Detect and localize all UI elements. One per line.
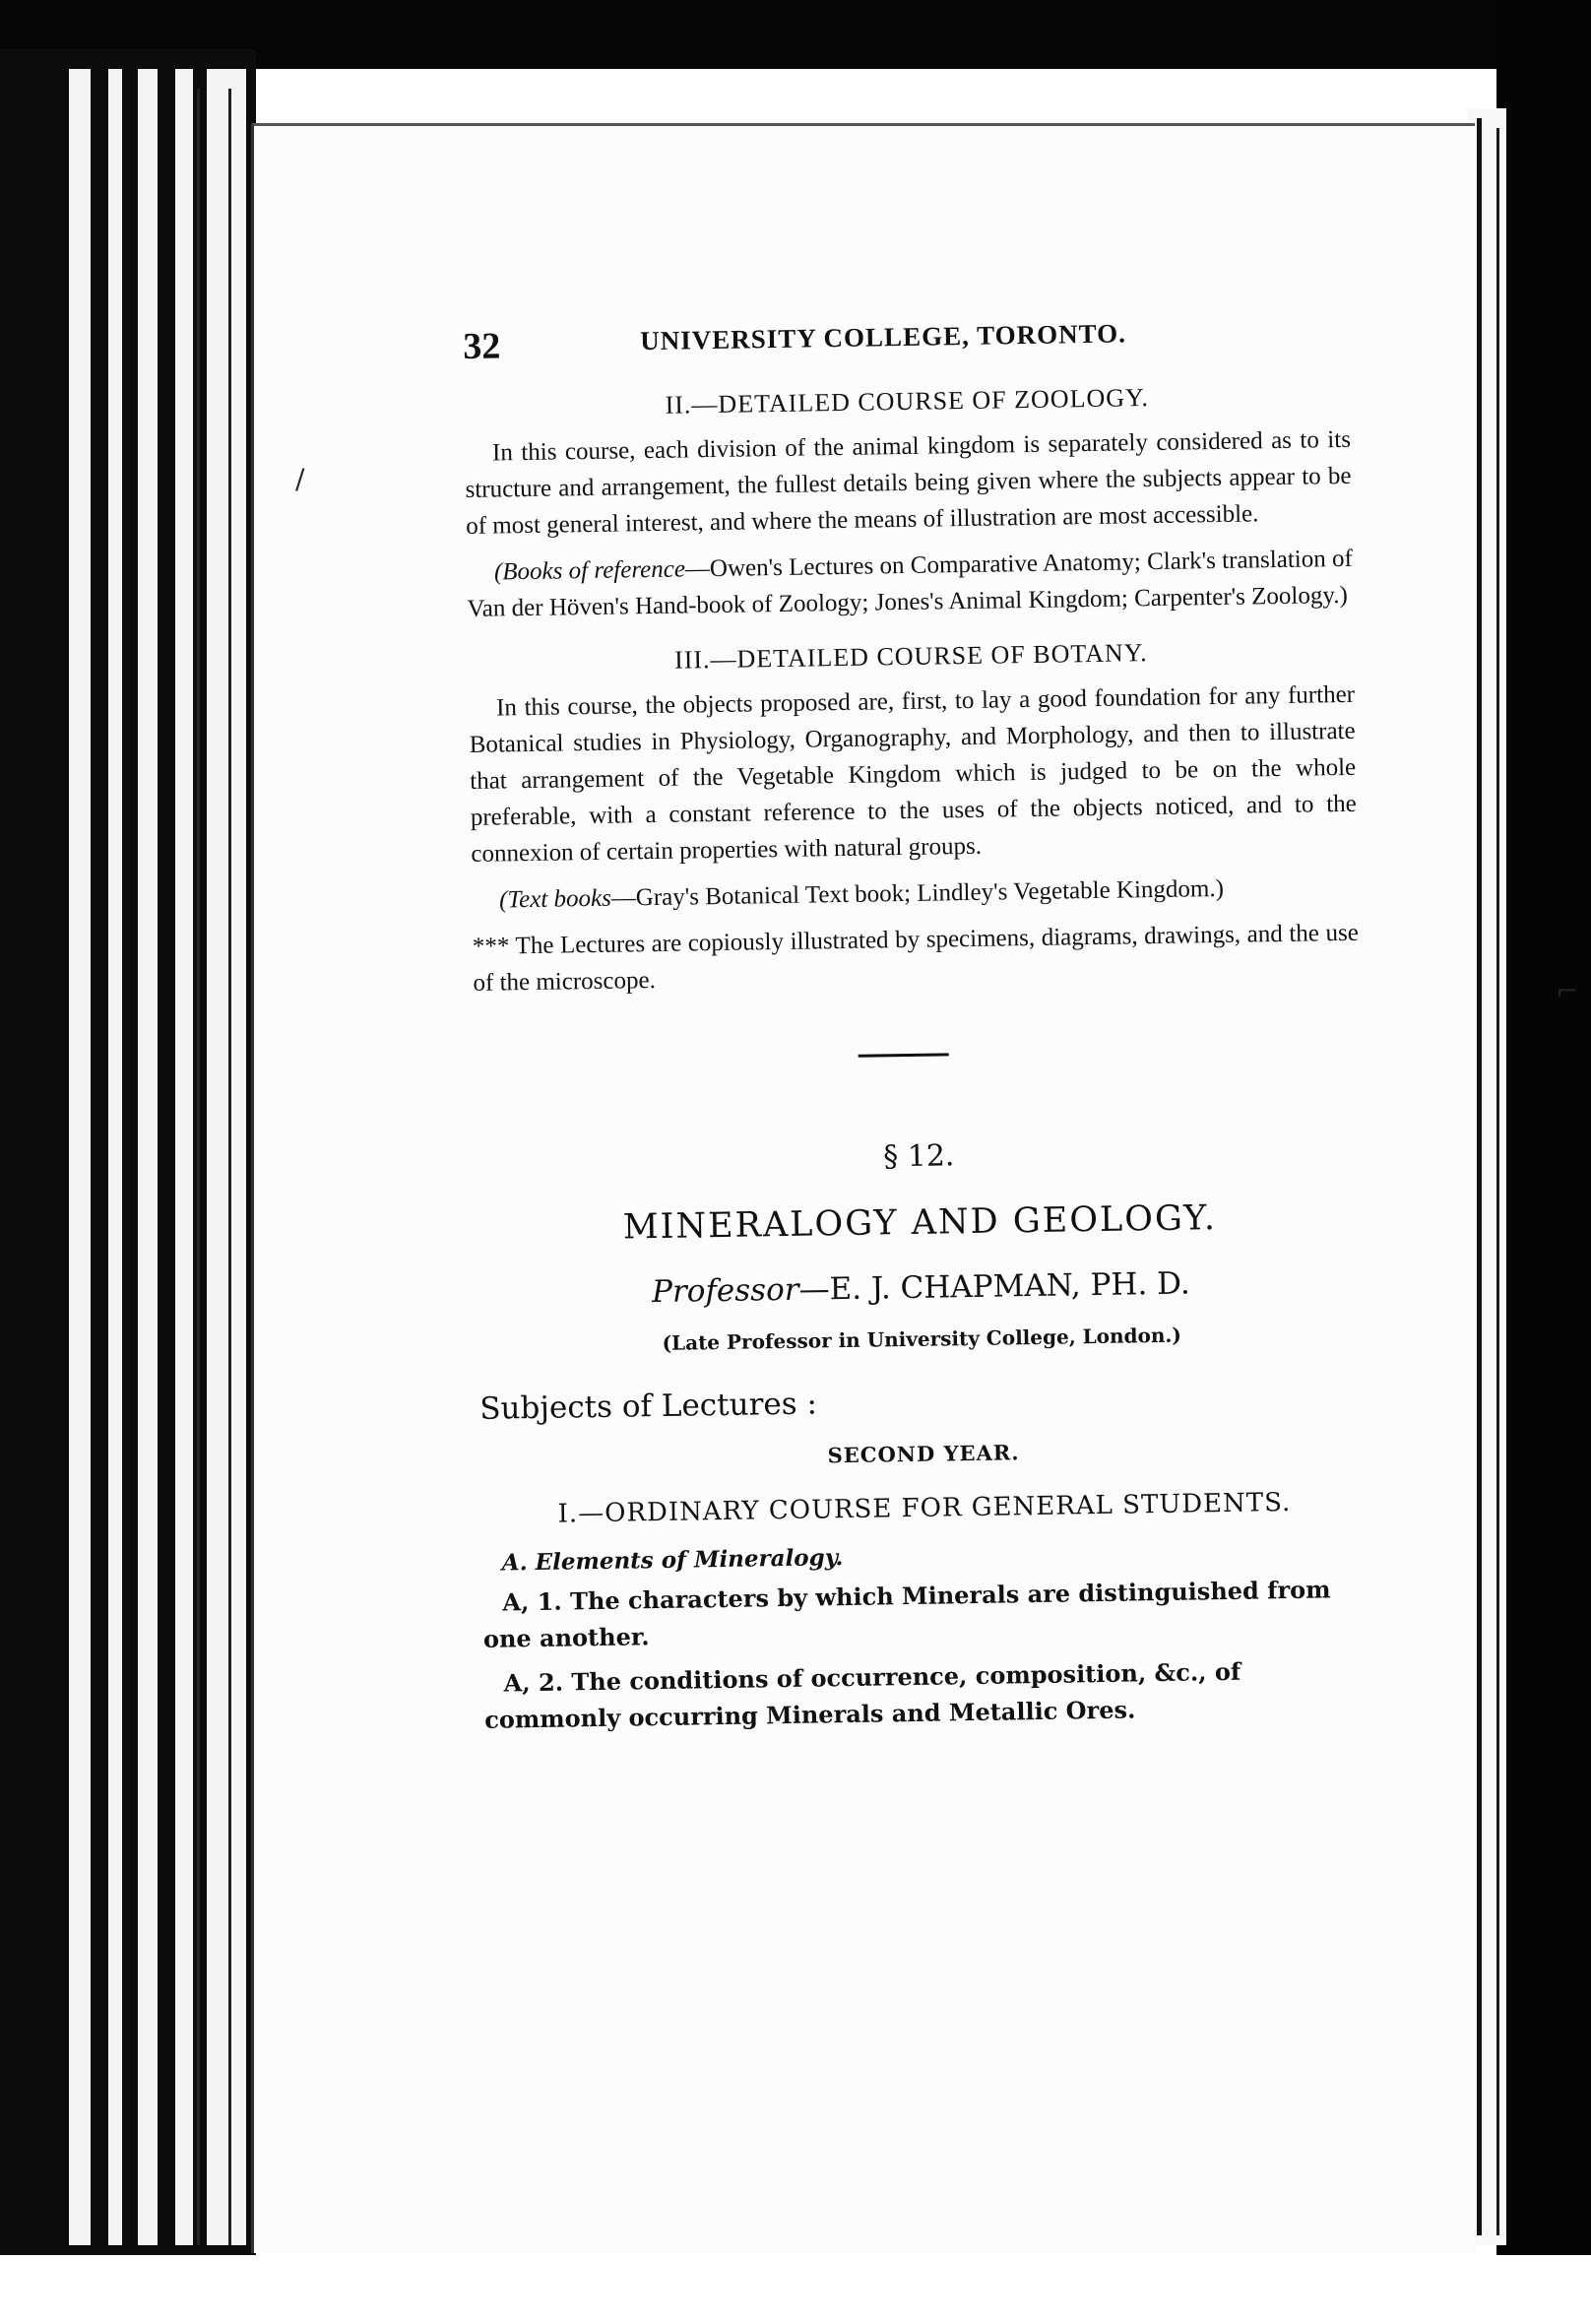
- zoology-references: [467, 541, 1354, 627]
- professor-label: Professor: [651, 1271, 799, 1311]
- botany-textbooks: [472, 869, 1358, 919]
- references-label: (Books of reference: [493, 555, 686, 586]
- zoology-heading: II.—DETAILED COURSE OF ZOOLOGY.: [665, 383, 1150, 420]
- subjects-heading: Subjects of Lectures :: [479, 1386, 818, 1427]
- professor-affiliation: (Late Professor in University College, London.): [662, 1323, 1182, 1355]
- page-edge-stripe: [207, 69, 246, 2245]
- margin-mark: ⌐: [1556, 975, 1579, 1007]
- list-item: A, 1. The characters by which Minerals are distinguished from one another.: [482, 1575, 1331, 1653]
- margin-mark: /: [295, 463, 305, 495]
- page-edge-line: [228, 89, 231, 2245]
- running-title: UNIVERSITY COLLEGE, TORONTO.: [640, 318, 1127, 356]
- page-number: 32: [463, 325, 501, 367]
- page-edge-line: [197, 89, 200, 2245]
- facing-page-rule: [1496, 128, 1499, 2235]
- list-item: A, 2. The conditions of occurrence, composition, &c., of commonly occurring Minerals and Metallic Ores.: [484, 1656, 1241, 1734]
- page-edge-stripe: [175, 69, 193, 2245]
- scan-border-right: [1496, 0, 1591, 2255]
- professor-line: [477, 1263, 1364, 1313]
- textbooks-label: (Text books: [498, 884, 612, 914]
- facing-page-rule: [1477, 118, 1482, 2235]
- botany-body: In this course, the objects proposed are, first, to lay a good foundation for any further Botanical studies in Physiology, Organography, and Morphology, and then to illustrate that arrangement of the Vegetable Kingdom which is judged to be on the whole preferable, with a constant reference to the uses of the objects noticed, and to the connexion of certain properties with natural groups.: [469, 680, 1357, 868]
- ordinary-course-heading: I.—ORDINARY COURSE FOR GENERAL STUDENTS.: [557, 1487, 1292, 1529]
- zoology-body: In this course, each division of the animal kingdom is separately considered as to its structure and arrangement, the fullest details being given where the subjects appear to be of most general interest, and where the means of illustration are most accessible.: [465, 425, 1352, 540]
- professor-name: —E. J. CHAPMAN, PH. D.: [798, 1265, 1191, 1308]
- page-edge-stripe: [108, 69, 122, 2245]
- botany-note: *** The Lectures are copiously illustrated by specimens, diagrams, drawings, and the use of the microscope.: [472, 919, 1360, 997]
- section-divider: [859, 1053, 949, 1057]
- elements-subheading: A. Elements of Mineralogy.: [501, 1544, 844, 1577]
- references-text: —Owen's Lectures on Comparative Anatomy; Clark's translation of Van der Höven's Hand-book of Zoology; Jones's Animal Kingdom; Carpenter's Zoology.): [467, 545, 1354, 622]
- textbooks-text: —Gray's Botanical Text book; Lindley's Vegetable Kingdom.): [610, 874, 1225, 912]
- page-content: [463, 311, 1370, 1738]
- year-heading: SECOND YEAR.: [827, 1440, 1020, 1468]
- section-title: MINERALOGY AND GEOLOGY.: [622, 1198, 1218, 1248]
- section-number: § 12.: [882, 1138, 955, 1175]
- page-edge-stripe: [138, 69, 158, 2245]
- botany-heading: III.—DETAILED COURSE OF BOTANY.: [673, 638, 1148, 675]
- page-edge-stripe: [69, 69, 91, 2245]
